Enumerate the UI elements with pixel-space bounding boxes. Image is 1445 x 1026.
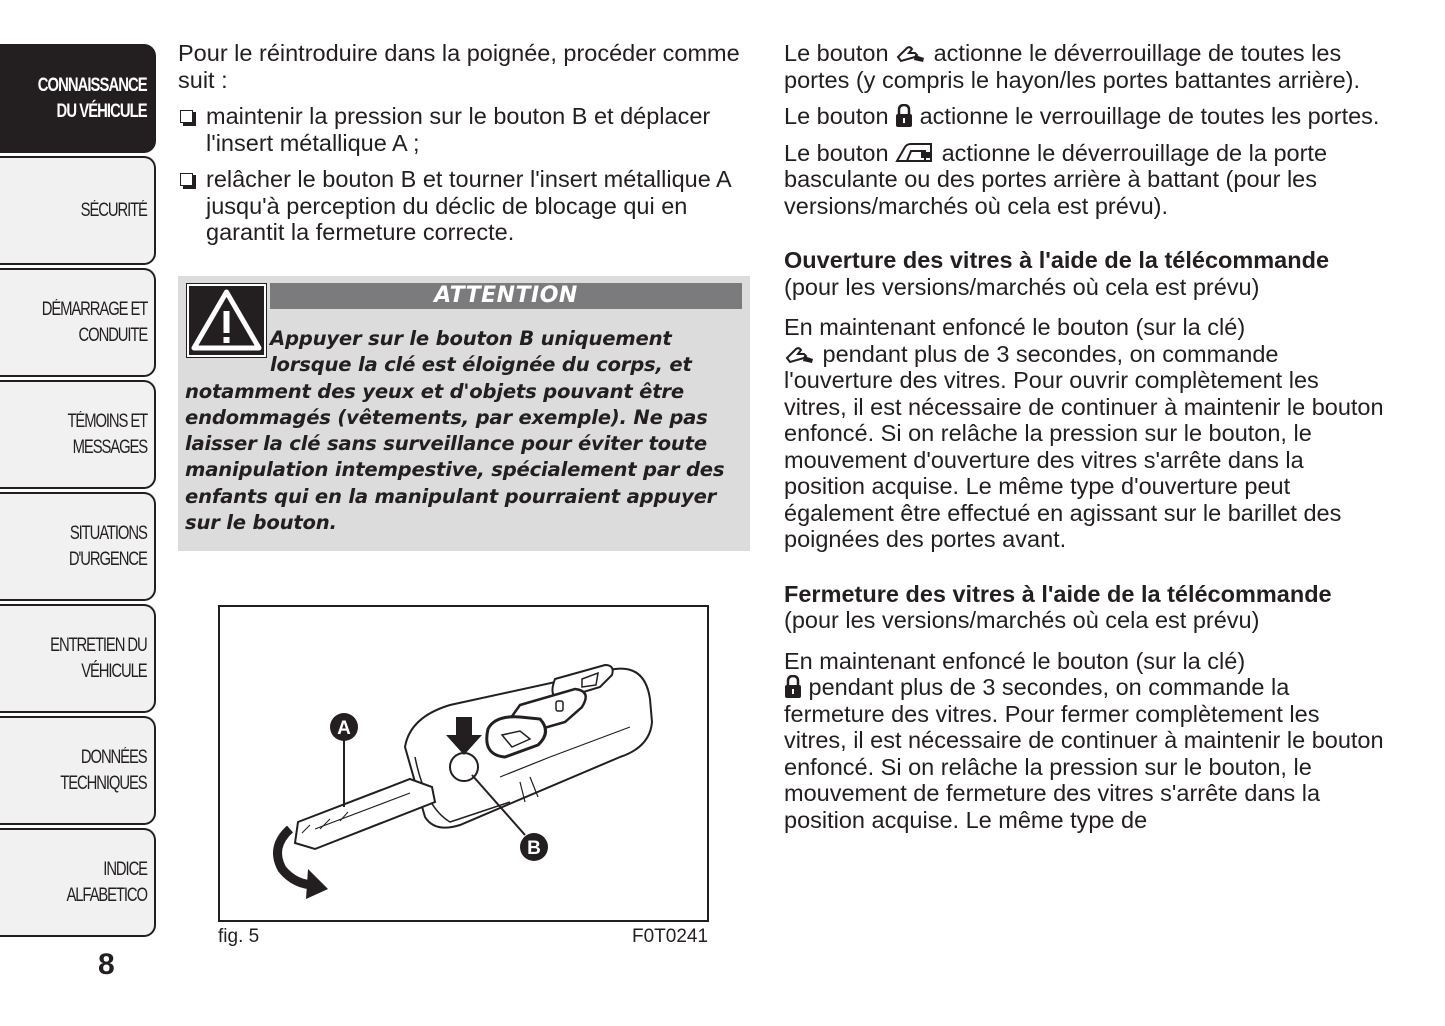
bullet-text: relâcher le bouton B et tourner l'insert métallique A jusqu'à perception du déclic de blocage qui en garantit la fermeture correcte. [206, 166, 731, 245]
tab-situations-d-urgence[interactable] [0, 492, 156, 601]
tab-label: TÉMOINS ET MESSAGES [67, 410, 147, 458]
text-before: En maintenant enfoncé le bouton (sur la clé) [784, 314, 1246, 340]
heading-opening-windows: Ouverture des vitres à l'aide de la télécommande [784, 247, 1330, 273]
tab-donnees-techniques[interactable] [0, 716, 156, 825]
paragraph-closing [784, 648, 1384, 834]
right-column [784, 40, 1384, 833]
text-before: Le bouton [784, 103, 889, 129]
paragraph-unlock-tailgate [784, 140, 1384, 220]
text-after: actionne le déverrouillage de toutes les portes (y compris le hayon/les portes battantes arrière). [784, 40, 1361, 93]
text-after: pendant plus de 3 secondes, on commande la fermeture des vitres. Pour fermer complètement les vitres, il est nécessaire de continuer à maintenir le bouton enfoncé. Si on relâche la pression sur le bouton, le mouvement de fermeture des vitres s'arrête dans la position acquise. Le même type de [784, 674, 1384, 833]
tab-securite[interactable] [0, 156, 156, 265]
attention-text [185, 326, 745, 536]
tab-label: DÉMARRAGE ET CONDUITE [41, 298, 147, 346]
figure-caption: fig. 5 [218, 926, 260, 947]
unlock-key-icon [784, 344, 816, 366]
heading-subtitle: (pour les versions/marchés où cela est prévu) [784, 273, 1260, 300]
unlock-key-icon [895, 43, 927, 65]
tab-label: INDICE ALFABETICO [66, 858, 147, 906]
tab-label: CONNAISSANCE DU VÉHICULE [37, 74, 147, 122]
tab-label: DONNÉES TECHNIQUES [60, 746, 147, 794]
bullet-item [178, 166, 753, 246]
bullet-text: maintenir la pression sur le bouton B et déplacer l'insert métallique A ; [206, 103, 711, 156]
checkbox-bullet-icon [180, 173, 193, 186]
paragraph-lock-all [784, 103, 1384, 130]
tab-indice-alfabetico[interactable] [0, 828, 156, 937]
attention-title: ATTENTION [270, 283, 742, 309]
tab-demarrage-et-conduite[interactable] [0, 268, 156, 377]
text-before: Le bouton [784, 139, 889, 166]
icon-spacer [185, 326, 270, 378]
bullet-item [178, 103, 753, 156]
padlock-icon [895, 104, 913, 128]
key-illustration [220, 607, 707, 920]
figure-code: F0T0241 [632, 926, 709, 947]
page-number: 8 [98, 948, 115, 981]
heading-subtitle: (pour les versions/marchés où cela est prévu) [784, 607, 1260, 633]
text-before: Le bouton [784, 40, 889, 66]
paragraph-unlock-all [784, 40, 1384, 93]
tab-entretien-du-vehicule[interactable] [0, 604, 156, 713]
tab-label: SITUATIONS D'URGENCE [69, 522, 147, 570]
tab-connaissance-du-vehicule[interactable] [0, 44, 156, 153]
padlock-icon [784, 675, 802, 699]
attention-box [178, 276, 750, 551]
intro-paragraph: Pour le réintroduire dans la poignée, procéder comme suit : [178, 40, 740, 93]
tab-label: ENTRETIEN DU VÉHICULE [50, 634, 147, 682]
tailgate-icon [895, 141, 935, 165]
key-figure [218, 605, 709, 922]
label-a: A [337, 718, 351, 739]
paragraph-opening [784, 314, 1384, 553]
attention-body: Appuyer sur le bouton B uniquement lorsque la clé est éloignée du corps, et notamment des yeux et d'objets pouvant être endommagés (vêtements, par exemple). Ne pas laisser la clé sans surveillance pour éviter toute manipulation intempestive, spécialement par des enfants qui en la manipulant pourraient appuyer sur le bouton. [185, 327, 725, 535]
text-after: actionne le verrouillage de toutes les portes. [919, 103, 1380, 129]
text-after: actionne le déverrouillage de la porte basculante ou des portes arrière à battant (pour les versions/marchés où cela est prévu). [784, 139, 1328, 219]
tab-temoins-et-messages[interactable] [0, 380, 156, 489]
label-b: B [527, 838, 541, 859]
heading-closing-windows: Fermeture des vitres à l'aide de la télécommande [784, 580, 1332, 607]
text-before: En maintenant enfoncé le bouton (sur la clé) [784, 647, 1246, 674]
left-column [178, 40, 753, 246]
text-after: pendant plus de 3 secondes, on commande l'ouverture des vitres. Pour ouvrir complètement les vitres, il est nécessaire de continuer à maintenir le bouton enfoncé. Si on relâche la pression sur le bouton, le mouvement d'ouverture des vitres s'arrête dans la position acquise. Le même type d'ouverture peut également être effectué en agissant sur le barillet des poignées des portes avant. [784, 340, 1384, 552]
checkbox-bullet-icon [180, 110, 193, 123]
tab-label: SÉCURITÉ [80, 199, 147, 221]
